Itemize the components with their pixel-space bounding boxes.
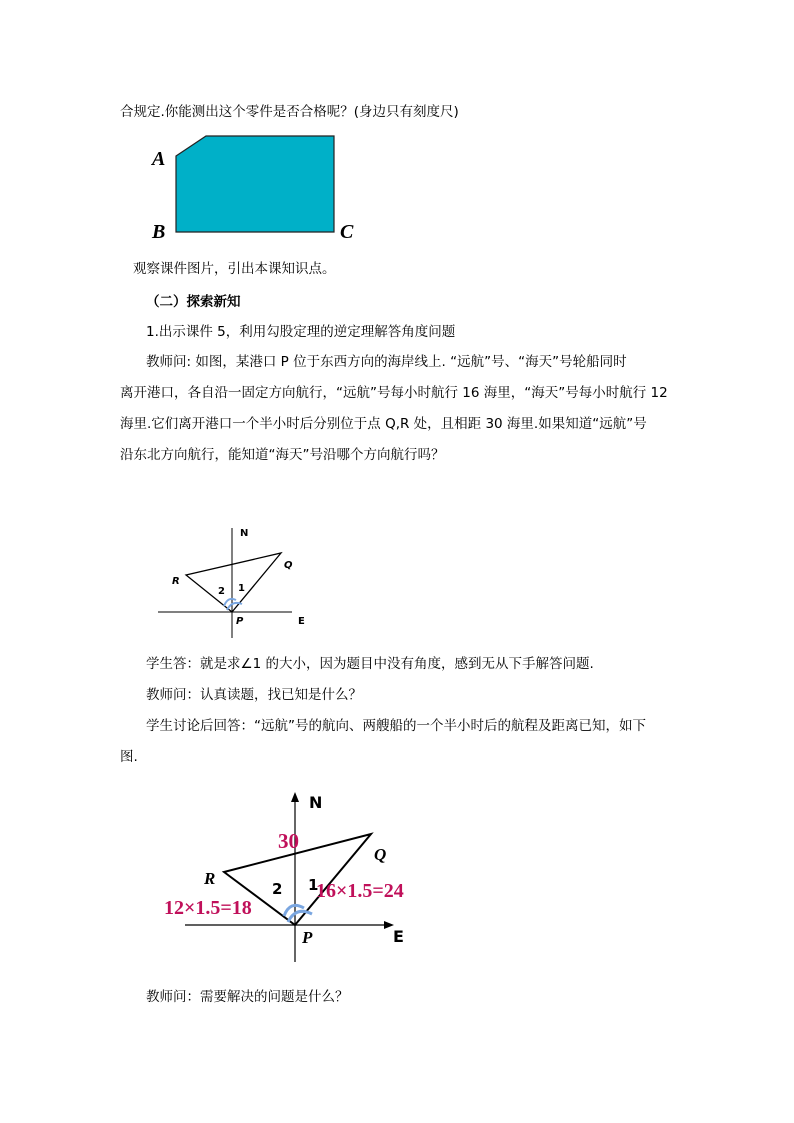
label-r: R: [204, 869, 216, 888]
text-line: 观察课件图片，引出本课知识点。: [133, 261, 336, 277]
label-r: R: [172, 576, 180, 587]
part-shape: [176, 136, 334, 232]
text-line: 教师问：认真读题，找已知是什么？: [146, 687, 362, 703]
label-a: A: [152, 148, 166, 170]
label-n: N: [309, 793, 323, 812]
label-c: C: [340, 221, 354, 243]
label-q: Q: [374, 845, 387, 864]
text-line: 1.出示课件 5，利用勾股定理的逆定理解答角度问题: [146, 324, 456, 340]
text-line: 合规定.你能测出这个零件是否合格呢？(身边只有刻度尺): [120, 104, 459, 120]
text-line: 离开港口，各自沿一固定方向航行，“远航”号每小时航行 16 海里，“海天”号每小时航行 12: [120, 385, 668, 401]
navigation-diagram-large: [160, 790, 440, 970]
text-line: 学生答：就是求∠1 的大小，因为题目中没有角度，感到无从下手解答问题.: [146, 656, 594, 672]
label-e: E: [298, 616, 305, 627]
label-q: Q: [284, 560, 293, 571]
label-angle-2: 2: [218, 586, 225, 597]
text-line: 教师问: 如图，某港口 P 位于东西方向的海岸线上. “远航”号、“海天”号轮船同时: [146, 354, 627, 370]
label-b: B: [152, 221, 166, 243]
navigation-diagram-small: [150, 520, 320, 640]
label-n: N: [240, 528, 249, 539]
label-p: P: [236, 616, 244, 627]
distance-rq: 30: [278, 829, 299, 853]
text-line: 学生讨论后回答：“远航”号的航向、两艘船的一个半小时后的航程及距离已知，如下: [146, 718, 646, 734]
text-line: 海里.它们离开港口一个半小时后分别位于点 Q,R 处，且相距 30 海里.如果知道“远航”号: [120, 416, 647, 432]
label-p: P: [302, 928, 313, 947]
label-angle-1: 1: [238, 583, 245, 594]
label-angle-1: 1: [308, 876, 319, 894]
text-line: 图.: [120, 749, 138, 765]
text-line: 沿东北方向航行，能知道“海天”号沿哪个方向航行吗？: [120, 447, 445, 463]
label-e: E: [393, 927, 404, 946]
label-angle-2: 2: [272, 880, 283, 898]
text-line: 教师问：需要解决的问题是什么？: [146, 989, 349, 1005]
distance-pr: 12×1.5=18: [164, 897, 252, 919]
section-heading: （二）探索新知: [146, 294, 241, 310]
distance-pq: 16×1.5=24: [316, 880, 404, 902]
part-figure: [150, 130, 370, 245]
